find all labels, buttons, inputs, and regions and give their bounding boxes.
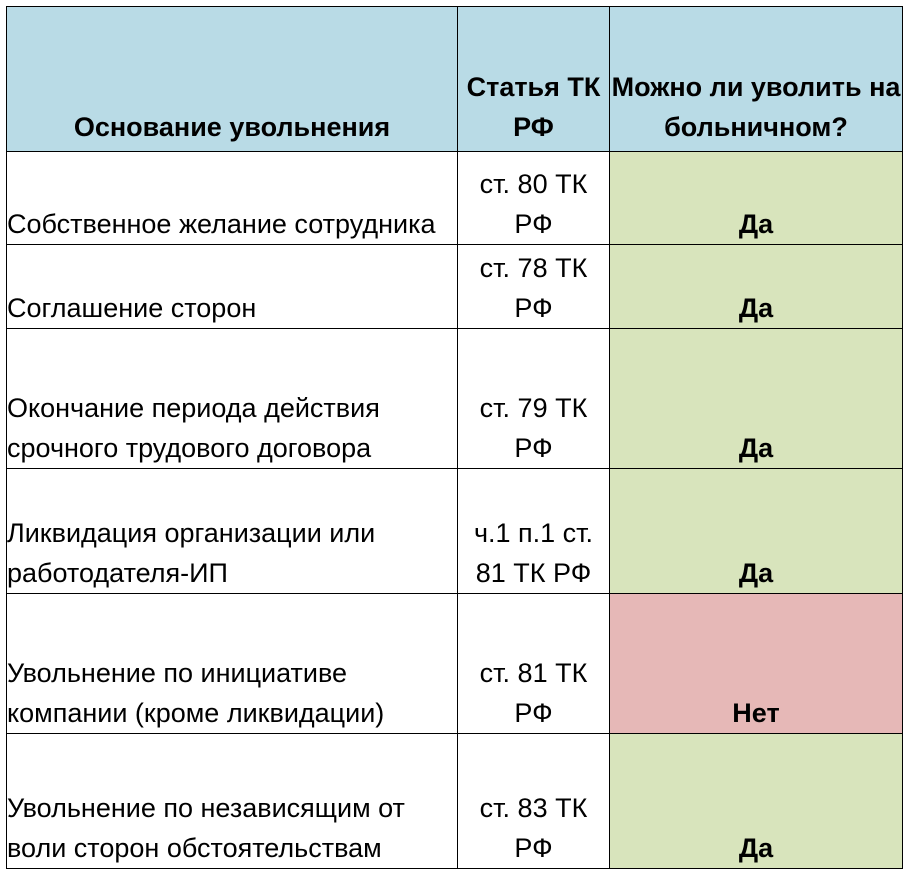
- header-article: Статья ТК РФ: [458, 7, 610, 152]
- article-cell: ст. 81 ТК РФ: [458, 594, 610, 734]
- basis-cell: Соглашение сторон: [7, 245, 458, 329]
- dismissal-table: [6, 6, 903, 869]
- article-cell: ч.1 п.1 ст. 81 ТК РФ: [458, 469, 610, 594]
- header-basis: Основание увольнения: [7, 7, 458, 152]
- answer-cell: Да: [610, 329, 903, 469]
- table-row: [7, 734, 903, 869]
- article-cell: ст. 83 ТК РФ: [458, 734, 610, 869]
- basis-cell: Увольнение по независящим от воли сторон обстоятельствам: [7, 734, 458, 869]
- basis-cell: Увольнение по инициативе компании (кроме ликвидации): [7, 594, 458, 734]
- table-row: [7, 594, 903, 734]
- basis-cell: Собственное желание сотрудника: [7, 152, 458, 245]
- answer-cell: Нет: [610, 594, 903, 734]
- table-header-row: [7, 7, 903, 152]
- answer-cell: Да: [610, 469, 903, 594]
- answer-cell: Да: [610, 152, 903, 245]
- article-cell: ст. 80 ТК РФ: [458, 152, 610, 245]
- basis-cell: Окончание периода действия срочного трудового договора: [7, 329, 458, 469]
- header-answer: Можно ли уволить на больничном?: [610, 7, 903, 152]
- basis-cell: Ликвидация организации или работодателя-ИП: [7, 469, 458, 594]
- article-cell: ст. 78 ТК РФ: [458, 245, 610, 329]
- table-row: [7, 152, 903, 245]
- table-row: [7, 245, 903, 329]
- table-row: [7, 469, 903, 594]
- article-cell: ст. 79 ТК РФ: [458, 329, 610, 469]
- answer-cell: Да: [610, 245, 903, 329]
- table-row: [7, 329, 903, 469]
- answer-cell: Да: [610, 734, 903, 869]
